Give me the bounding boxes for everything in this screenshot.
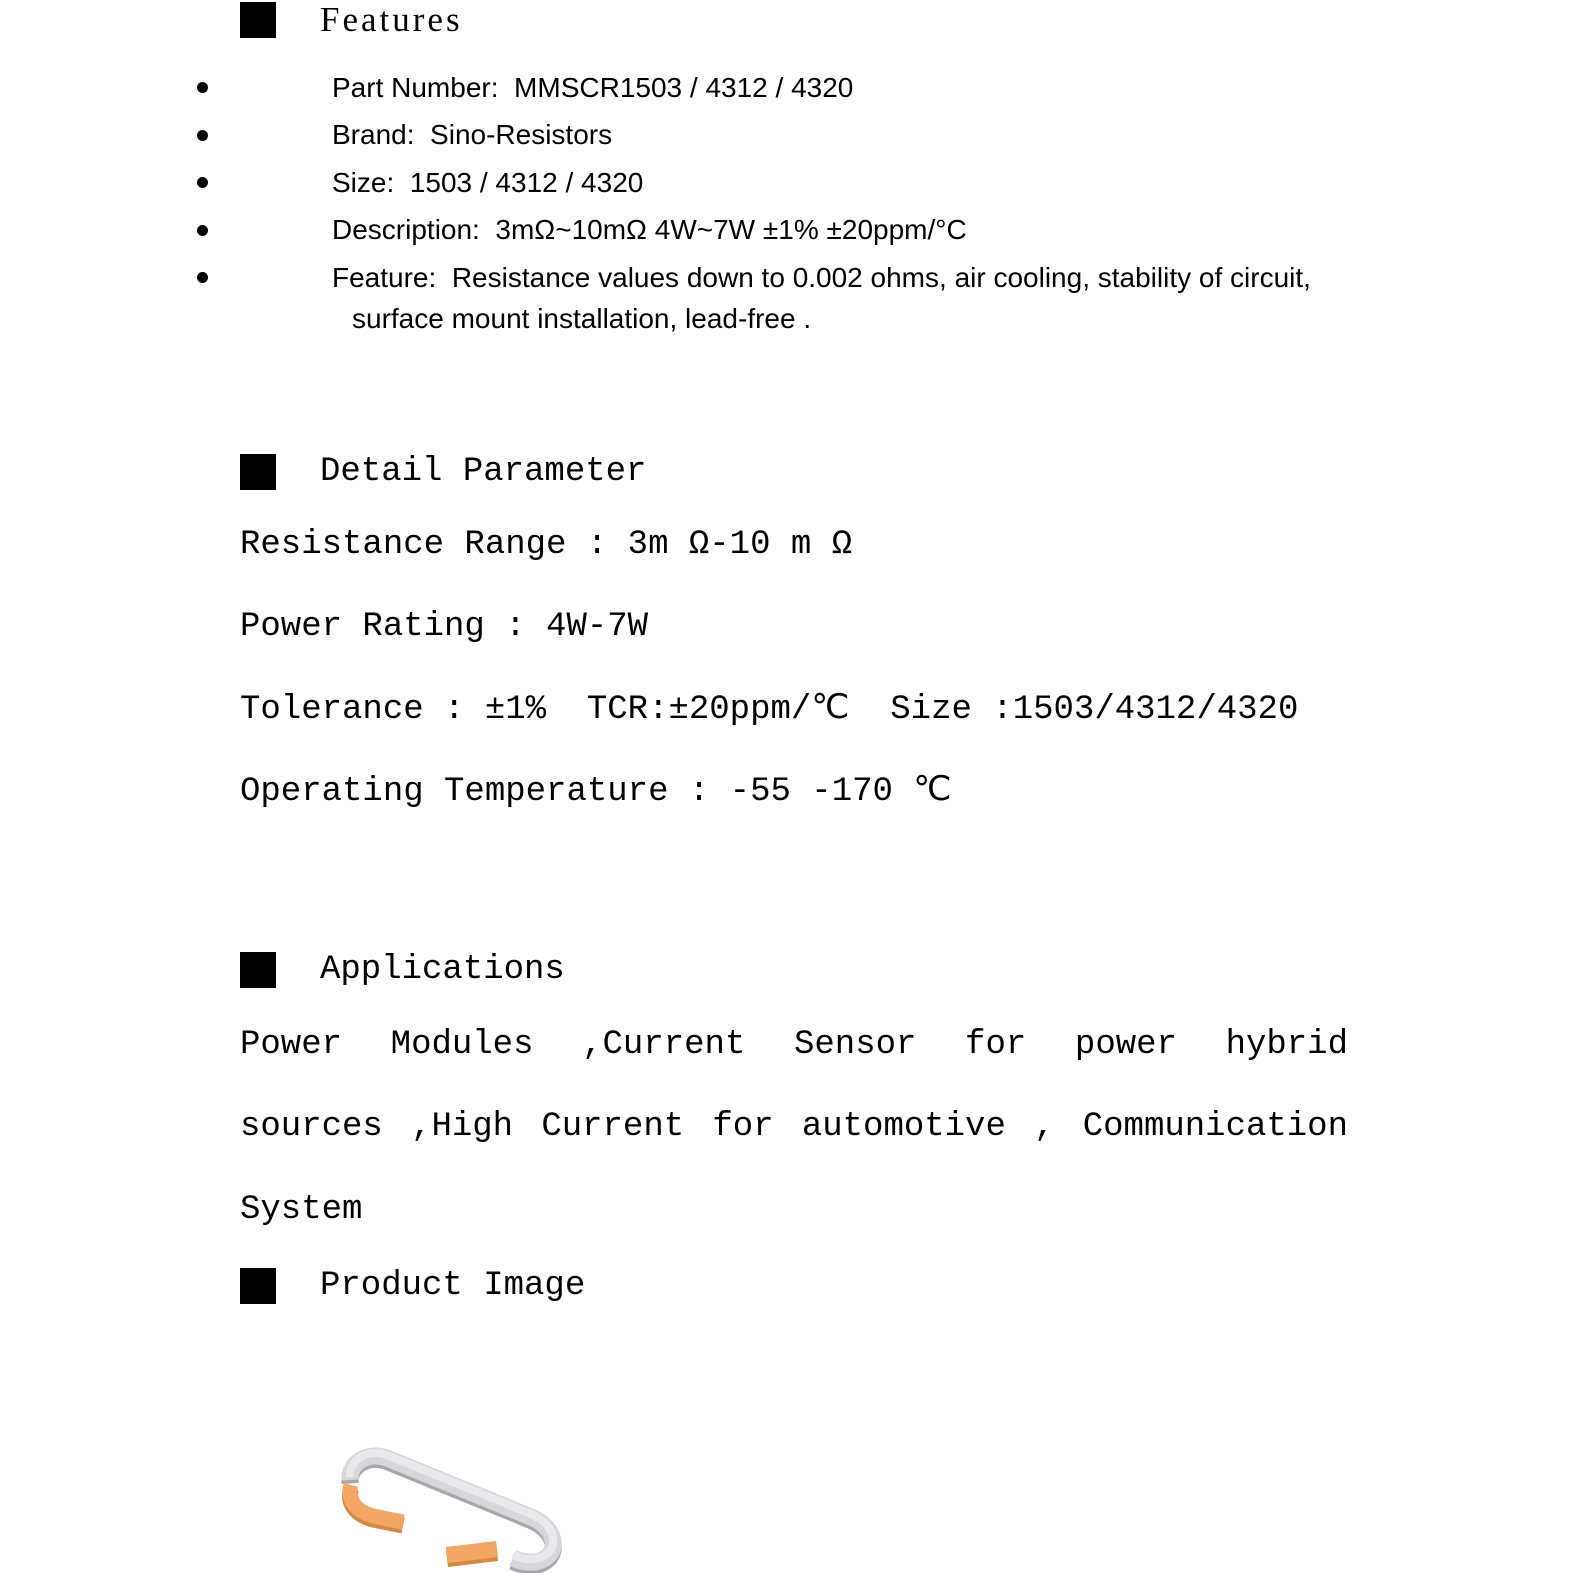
product-image — [335, 1443, 565, 1573]
applications-text-line: System — [240, 1191, 363, 1229]
parameter-line-operating-temperature: Operating Temperature : -55 -170 ℃ — [240, 773, 952, 811]
list-item-text: Size: 1503 / 4312 / 4320 — [332, 166, 644, 198]
bullet-icon — [197, 225, 208, 236]
section-square-icon — [240, 952, 276, 988]
parameter-line-tolerance: Tolerance : ±1% TCR:±20ppm/℃ Size :1503/4312/4320 — [240, 691, 1299, 729]
list-item-text: Description: 3mΩ~10mΩ 4W~7W ±1% ±20ppm/°C — [332, 214, 967, 246]
section-square-icon — [240, 2, 276, 38]
bullet-icon — [197, 82, 208, 93]
bullet-icon — [197, 177, 208, 188]
applications-heading — [240, 950, 565, 990]
applications-text-line: sources ,High Current for automotive , Communication — [240, 1108, 1348, 1146]
product-image-heading — [240, 1266, 585, 1306]
applications-title: Applications — [320, 951, 565, 989]
right-terminal-path — [447, 1549, 497, 1555]
applications-text-line: Power Modules ,Current Sensor for power hybrid — [240, 1026, 1348, 1064]
detail-parameter-heading — [240, 452, 646, 492]
list-item — [195, 207, 1445, 255]
list-item-text: Brand: Sino-Resistors — [332, 119, 613, 151]
list-item — [195, 254, 1445, 302]
bullet-icon — [197, 272, 208, 283]
list-item-text: Part Number: MMSCR1503 / 4312 / 4320 — [332, 71, 854, 103]
section-square-icon — [240, 1268, 276, 1304]
product-image-title: Product Image — [320, 1267, 586, 1305]
list-item — [195, 159, 1445, 207]
parameter-line-power-rating: Power Rating : 4W-7W — [240, 608, 649, 646]
features-list — [195, 64, 1445, 302]
list-item-text: Feature: Resistance values down to 0.002 ohms, air cooling, stability of circuit, — [332, 261, 1311, 293]
list-item-continuation: surface mount installation, lead-free . — [352, 303, 812, 334]
features-title: Features — [320, 0, 463, 39]
features-heading — [240, 0, 463, 40]
list-item — [195, 112, 1445, 160]
section-square-icon — [240, 454, 276, 490]
list-item — [195, 64, 1445, 112]
parameter-line-resistance-range: Resistance Range : 3m Ω-10 m Ω — [240, 526, 853, 564]
bullet-icon — [197, 130, 208, 141]
detail-parameter-title: Detail Parameter — [320, 453, 647, 491]
